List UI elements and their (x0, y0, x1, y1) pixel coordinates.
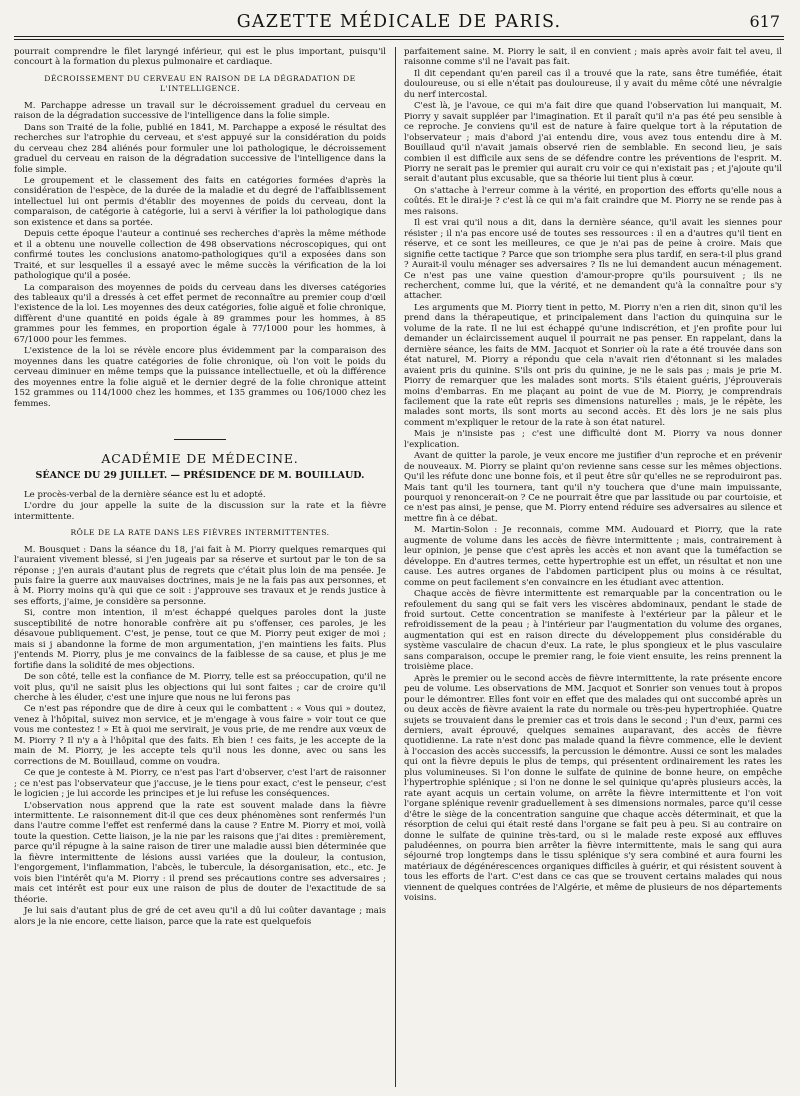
paragraph: Avant de quitter la parole, je veux encore me justifier d'un reproche et en prévenir de nouveaux. M. Piorry se plaint qu'on revienne sans cesse sur les mêmes objections. Qu'il les réfute donc une bonne fois, et il peut être sûr qu'elles ne se reproduiront pas. Mais tant qu'il les tournera, tant qu'il n'y touchera que d'une main impuissante, pourquoi y renoncerait-on ? Ce ne pourrait être que par lassitude ou par courtoisie, et ce n'est pas ainsi, je pense, que M. Piorry entend réduire ses adversaires au silence et mettre fin à ce débat. (404, 451, 782, 524)
right-column (404, 47, 782, 1087)
header-rule-thin (14, 39, 784, 40)
paragraph: Ce que je conteste à M. Piorry, ce n'est pas l'art d'observer, c'est l'art de raisonner ; ce n'est pas l'observateur que j'accuse, je le tiens pour exact, c'est le penseur, c'est le logicien ; je lui accorde les principes et je lui refuse les conséquences. (14, 768, 386, 800)
paragraph: Le groupement et le classement des faits en catégories formées d'après la considération de l'espèce, de la durée de la maladie et du degré de l'affaiblissement intellectuel lui ont permis d'établir des moyennes de poids du cerveau, dont la comparaison, de catégorie à catégorie, lui a servi à vérifier la loi pathologique dans son existence et dans sa portée. (14, 175, 386, 228)
paragraph: La comparaison des moyennes de poids du cerveau dans les diverses catégories des tableaux qu'il a dressés à cet effet permet de reconnaître au premier coup d'œil l'existence de la loi. Les moyennes des deux catégories, folie aiguë et folie chronique, diffèrent d'une quantité en poids égale à 89 grammes pour les hommes, à 85 grammes pour les femmes, en proportion égale à 77/1000 pour les hommes, à 67/1000 pour les femmes. (14, 282, 386, 345)
paragraph: Le procès-verbal de la dernière séance est lu et adopté. (24, 489, 266, 500)
paragraph: Il dit cependant qu'en pareil cas il a trouvé que la rate, sans être tuméfiée, était douloureuse, ou si elle n'était pas douloureuse, il y avait du même côté une névralgie du nerf intercostal. (404, 68, 782, 100)
paragraph: Dans son Traité de la folie, publié en 1841, M. Parchappe a exposé le résultat des recherches sur l'atrophie du cerveau, et s'est appuyé sur la considération du poids du cerveau chez 284 aliénés pour formuler une loi pathologique, le décroissement graduel du cerveau en raison de la dégradation successive de l'intelligence dans la folie simple. (14, 122, 386, 175)
header-rule-thick (14, 36, 784, 37)
paragraph: De son côté, telle est la confiance de M. Piorry, telle est sa préoccupation, qu'il ne voit plus, qu'il ne saisit plus les objections qui lui sont faites ; car de croire qu'il cherche à les éluder, c'est une injure que nous ne lui ferons pas (14, 672, 386, 704)
paragraph: Après le premier ou le second accès de fièvre intermittente, la rate présente encore peu de volume. Les observations de MM. Jacquot et Sonrier son venues tout à propos pour le démontrer. Elles font voir en effet que des malades qui ont succombé après un ou deux accès de fièvre avaient la rate du normale ou très-peu hypertrophiée. Quatre sujets se trouvaient dans le premier cas et trois dans le second ; l'un d'eux, parmi ces derniers, avait éprouvé, quelques semaines auparavant, des accès de fièvre quotidienne. La rate n'est donc pas malade quand la fièvre commence, elle le devient à l'occasion des accès successifs, la percussion le démontre. Aussi ce sont les malades qui ont la fièvre depuis le plus de temps, qui présentent ordinairement les rates les plus volumineuses. Si l'on donne le sulfate de quinine de bonne heure, on empêche l'hypertrophie splénique ; si l'on ne donne le sel quinique qu'après plusieurs accès, la rate ayant acquis un certain volume, on arrête la fièvre intermittente et l'on voit l'organe splénique revenir graduellement à ses dimensions normales, parce qu'il cesse d'être le siège de la concentration sanguine que chaque accès déterminait, et que la résorption de celui qui était resté dans l'organe se fait peu à peu. Si au contraire on donne le sulfate de quinine très-tard, ou si le malade reste exposé aux effluves paludéennes, on pourra bien arrêter la fièvre intermittente, mais le sang qui aura séjourné trop longtemps dans le tissu splénique s'y sera combiné et aura fourni les matériaux de dégénérescences organiques difficiles à guérir, et qui résistent souvent à tous les efforts de l'art. C'est dans ce cas que se trouvent certains malades qui nous viennent de quelques contrées de l'Algérie, et même de plusieurs de nos départements voisins. (404, 673, 782, 904)
session-heading: SÉANCE DU 29 JUILLET. — PRÉSIDENCE DE M. BOUILLAUD. (35, 470, 365, 482)
paragraph: On s'attache à l'erreur comme à la vérité, en proportion des efforts qu'elle nous a coûtés. Et le dirai-je ? c'est là ce qui m'a fait craindre que M. Piorry ne se rende pas à mes raisons. (404, 185, 782, 217)
page-number: 617 (749, 12, 780, 31)
section-title: ACADÉMIE DE MÉDECINE. (101, 450, 299, 466)
column-divider (395, 47, 396, 1087)
paragraph: M. Bousquet : Dans la séance du 18, j'ai fait à M. Piorry quelques remarques qui l'auraient vivement blessé, si j'en jugeais par sa réserve et surtout par le ton de sa réponse ; j'en aurais d'autant plus de regrets que c'était plus loin de ma pensée. Je puis faire la guerre aux mauvaises doctrines, mais je ne la fais pas aux personnes, et à M. Piorry moins qu'à qui que ce soit : j'approuve ses travaux et je rends justice à ses efforts, j'aime, je considère sa personne. (14, 544, 386, 607)
paragraph: L'existence de la loi se révèle encore plus évidemment par la comparaison des moyennes dans les quatre catégories de folie chronique, où l'on voit le poids du cerveau diminuer en même temps que la puissance intellectuelle, et où la différence des moyennes entre la folie aiguë et le dernier degré de la folie chronique atteint 152 grammes ou 114/1000 chez les hommes, et 135 grammes ou 106/1000 chez les femmes. (14, 346, 386, 409)
section-subheading: RÔLE DE LA RATE DANS LES FIÈVRES INTERMITTENTES. (70, 528, 330, 538)
paragraph: Je lui sais d'autant plus de gré de cet aveu qu'il a dû lui coûter davantage ; mais alors je la nie encore, cette liaison, parce que la rate est quelquefois (14, 906, 386, 927)
section-separator (174, 439, 226, 440)
paragraph: Mais je n'insiste pas ; c'est une difficulté dont M. Piorry va nous donner l'explication. (404, 429, 782, 450)
paragraph: parfaitement saine. M. Piorry le sait, il en convient ; mais après avoir fait tel aveu, il raisonne comme s'il ne l'avait pas fait. (404, 47, 782, 68)
paragraph: M. Martin-Solon : Je reconnais, comme MM. Audouard et Piorry, que la rate augmente de volume dans les accès de fièvre intermittente ; mais, contrairement à leur opinion, je pense que c'est après les accès et non avant que la tuméfaction se développe. En d'autres termes, cette hypertrophie est un effet, un résultat et non une cause. Les autres organes de l'abdomen participent plus ou moins à ce résultat, comme on peut facilement s'en convaincre en les étudiant avec attention. (404, 525, 782, 588)
paragraph: M. Parchappe adresse un travail sur le décroissement graduel du cerveau en raison de la dégradation successive de l'intelligence dans la folie simple. (14, 100, 386, 122)
paragraph: Depuis cette époque l'auteur a continué ses recherches d'après la même méthode et il a obtenu une nouvelle collection de 498 observations nécroscopiques, qui ont confirmé toutes les conclusions anatomo-pathologiques qu'il a exposées dans son Traité, et sur lesquelles il a essayé avec le même succès la vérification de la loi pathologique qu'il a posée. (14, 229, 386, 282)
left-column (14, 47, 386, 1087)
paragraph: C'est là, je l'avoue, ce qui m'a fait dire que quand l'observation lui manquait, M. Piorry y savait suppléer par l'imagination. Et il paraît qu'il n'a pas été peu sensible à ce reproche. Je conviens qu'il est de nature à faire quelque tort à la réputation de l'observateur ; mais d'abord j'ai entendu dire, vous avez tous entendu dire à M. Bouillaud qu'il n'avait jamais observé rien de semblable. En second lieu, je sais combien il est difficile aux sens de se défendre contre les préventions de l'esprit. M. Piorry ne serait pas le premier qui aurait cru voir ce qui n'existait pas ; et j'ajoute qu'il serait d'autant plus excusable, que sa théorie lui tient plus à cœur. (404, 101, 782, 185)
paragraph: L'ordre du jour appelle la suite de la discussion sur la rate et la fièvre intermittente. (14, 501, 386, 522)
paragraph: Les arguments que M. Piorry tient in petto, M. Piorry n'en a rien dit, sinon qu'il les prend dans la thérapeutique, et principalement dans l'action du quinquina sur le volume de la rate. Il ne lui est échappé qu'une indiscrétion, et j'en profite pour lui demander un éclaircissement auquel il pourrait ne pas penser. En rappelant, dans la dernière séance, les faits de MM. Jacquot et Sonrier où la rate a été trouvée dans son état naturel, M. Piorry a répondu que cela n'avait rien d'étonnant si les malades avaient pris du quinine. S'ils ont pris du quinine, je ne le sais pas ; mais je prie M. Piorry de remarquer que les malades sont morts. S'ils étaient guéris, j'éprouverais moins d'embarras. En me plaçant au point de vue de M. Piorry, je comprendrais facilement que la rate eût repris ses dimensions naturelles ; mais, je le répète, les malades sont morts, ils sont morts au second accès. Et dès lors je ne sais plus comment m'expliquer le retour de la rate à son état naturel. (404, 302, 782, 428)
journal-title: GAZETTE MÉDICALE DE PARIS. (236, 12, 562, 32)
paragraph: pourrait comprendre le filet laryngé inférieur, qui est le plus important, puisqu'il concourt à la formation du plexus pulmonaire et cardiaque. (14, 47, 386, 68)
section-subheading: DÉCROISSEMENT DU CERVEAU EN RAISON DE LA DÉGRADATION DE L'INTELLIGENCE. (44, 73, 356, 94)
page-header (14, 6, 784, 46)
paragraph: Ce n'est pas répondre que de dire à ceux qui le combattent : « Vous qui » doutez, venez à l'hôpital, suivez mon service, et je m'engage à vous faire » voir tout ce que vous me contestez ! » Et à quoi me servirait, je vous prie, de me rendre aux vœux de M. Piorry ? Il n'y a à l'hôpital que des faits. Eh bien ! ces faits, je les accepte de la main de M. Piorry, je les accepte tels qu'il nous les donne, avec ou sans les corrections de M. Bouillaud, comme on voudra. (14, 704, 386, 767)
paragraph: Chaque accès de fièvre intermittente est remarquable par la concentration ou le refoulement du sang qui se fait vers les viscères abdominaux, pendant le stade de froid surtout. Cette concentration se manifeste à l'extérieur par la pâleur et le refroidissement de la peau ; à l'intérieur par l'augmentation du volume des organes, augmentation qui est en raison directe du développement plus considérable du système vasculaire de chacun d'eux. La rate, le plus spongieux et le plus vasculaire sans comparaison, occupe le premier rang, le foie vient ensuite, les reins prennent la troisième place. (404, 589, 782, 673)
paragraph: L'observation nous apprend que la rate est souvent malade dans la fièvre intermittente. Le raisonnement dit-il que ces deux phénomènes sont renfermés l'un dans l'autre comme l'effet est renfermé dans la cause ? Entre M. Piorry et moi, voilà toute la question. Cette liaison, je la nie par les raisons que j'ai dites : premièrement, parce qu'il répugne à la saine raison de tirer une maladie aussi bien déterminée que la fièvre intermittente de lésions aussi variées que la douleur, la contusion, l'engorgement, l'inflammation, l'abcès, le tubercule, la désorganisation, etc., etc. Je vois bien l'intérêt qu'a M. Piorry : il prend ses précautions contre ses adversaires ; mais cet intérêt est pour eux une raison de plus de douter de l'exactitude de sa théorie. (14, 800, 386, 905)
paragraph: Si, contre mon intention, il m'est échappé quelques paroles dont la juste susceptibilité de notre honorable confrère ait pu s'offenser, ces paroles, je les désavoue publiquement. C'est, je pense, tout ce que M. Piorry peut exiger de moi ; mais si j abandonne la forme de mon argumentation, j'en maintiens les faits. Plus j'entends M. Piorry, plus je me convaincs de la faiblesse de sa cause, et plus je me fortifie dans la solidité de mes objections. (14, 608, 386, 671)
paragraph: Il est vrai qu'il nous a dit, dans la dernière séance, qu'il avait les siennes pour résister ; il n'a pas encore usé de toutes ses ressources : il en a d'autres qu'il tient en réserve, et ce sont les meilleures, ce que je n'ai pas de peine à croire. Mais que signifie cette tactique ? Parce que son triomphe sera plus tardif, en sera-t-il plus grand ? Aurait-il voulu ménager ses adversaires ? Ils ne lui demandent aucun ménagement. Ce n'est pas une vaine question d'amour-propre qu'ils poursuivent ; ils ne recherchent, comme lui, que la vérité, et ne demandent qu'à la connaître pour s'y attacher. (404, 218, 782, 302)
